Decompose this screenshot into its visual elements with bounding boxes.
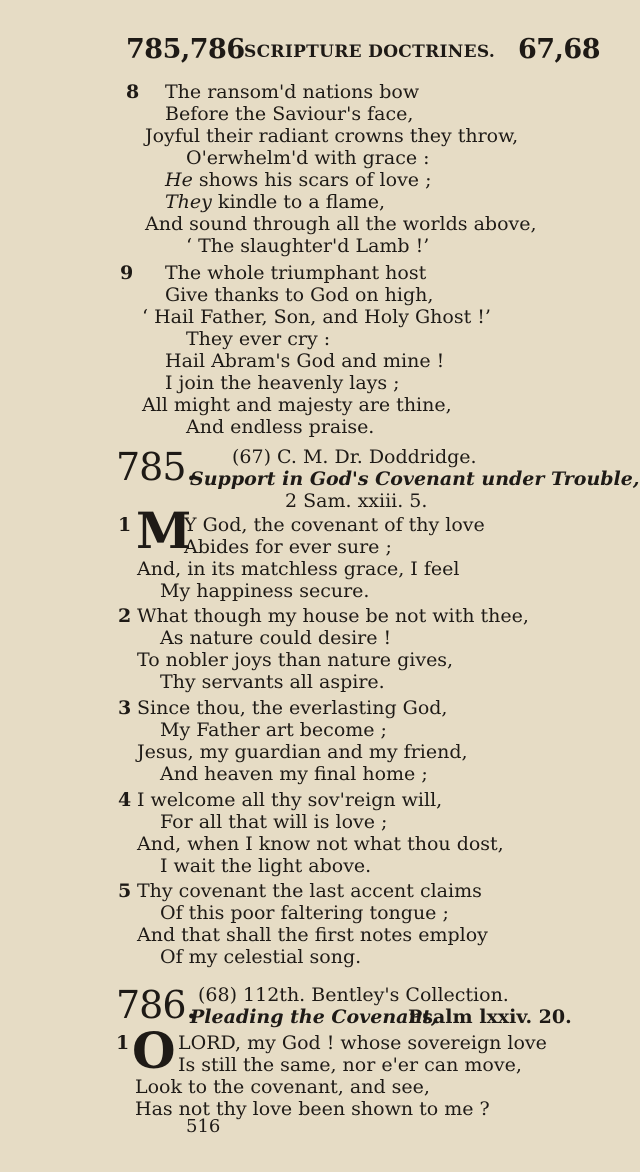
verse-line: They ever cry : xyxy=(186,328,331,350)
verse-line: What though my house be not with thee, xyxy=(137,605,529,627)
verse-line: Y God, the covenant of thy love xyxy=(184,514,485,536)
verse-line: Hail Abram's God and mine ! xyxy=(165,350,445,372)
verse-line: The whole triumphant host xyxy=(165,262,427,284)
running-header xyxy=(126,34,600,68)
hymn-scripture-reference: Psalm lxxiv. 20. xyxy=(408,1006,572,1028)
header-title: SCRIPTURE DOCTRINES. xyxy=(244,42,496,62)
verse-line: Thy servants all aspire. xyxy=(160,671,385,693)
verse-line: And heaven my final home ; xyxy=(160,763,428,785)
hymn-subtitle: Pleading the Covenant, xyxy=(190,1006,438,1028)
verse-line: ‘ Hail Father, Son, and Holy Ghost !’ xyxy=(142,306,491,328)
verse-line: Of my celestial song. xyxy=(160,946,362,968)
verse-line: LORD, my God ! whose sovereign love xyxy=(178,1032,547,1054)
verse-line: Before the Saviour's face, xyxy=(165,103,414,125)
verse-line: ‘ The slaughter'd Lamb !’ xyxy=(186,235,430,257)
hymn-number: 785. xyxy=(116,445,197,489)
verse-line: And, in its matchless grace, I feel xyxy=(137,558,460,580)
verse-line: He shows his scars of love ; xyxy=(165,169,432,191)
verse-line: They kindle to a flame, xyxy=(165,191,386,213)
verse-line: Give thanks to God on high, xyxy=(165,284,434,306)
verse-number: 3 xyxy=(118,697,132,719)
page-number: 516 xyxy=(186,1116,221,1137)
verse-line: Of this poor faltering tongue ; xyxy=(160,902,449,924)
verse-line: For all that will is love ; xyxy=(160,811,388,833)
verse-number: 1 xyxy=(118,514,132,536)
verse-line: Since thou, the everlasting God, xyxy=(137,697,448,719)
drop-cap: O xyxy=(132,1021,176,1080)
verse-line: The ransom'd nations bow xyxy=(165,81,420,103)
verse-line: My happiness secure. xyxy=(160,580,370,602)
verse-line: Look to the covenant, and see, xyxy=(135,1076,430,1098)
hymn-meta: (67) C. M. Dr. Doddridge. xyxy=(232,446,477,468)
verse-number: 2 xyxy=(118,605,132,627)
verse-line: To nobler joys than nature gives, xyxy=(137,649,454,671)
verse-line: And, when I know not what thou dost, xyxy=(137,833,504,855)
verse-line: Thy covenant the last accent claims xyxy=(137,880,482,902)
verse-line: And sound through all the worlds above, xyxy=(145,213,537,235)
verse-line: I welcome all thy sov'reign will, xyxy=(137,789,443,811)
verse-line: Has not thy love been shown to me ? xyxy=(135,1098,490,1120)
verse-line: Abides for ever sure ; xyxy=(184,536,392,558)
verse-line: I wait the light above. xyxy=(160,855,372,877)
verse-line: Joyful their radiant crowns they throw, xyxy=(145,125,519,147)
verse-number: 5 xyxy=(118,880,132,902)
hymn-meta: (68) 112th. Bentley's Collection. xyxy=(198,984,509,1006)
hymn-subtitle: Support in God's Covenant under Trouble, xyxy=(190,468,640,490)
drop-cap: M xyxy=(136,501,192,560)
verse-line: And endless praise. xyxy=(186,416,375,438)
verse-line: O'erwhelm'd with grace : xyxy=(186,147,430,169)
verse-line: My Father art become ; xyxy=(160,719,387,741)
verse-number: 8 xyxy=(126,81,140,103)
verse-line: As nature could desire ! xyxy=(160,627,392,649)
verse-number: 9 xyxy=(120,262,134,284)
verse-number: 1 xyxy=(116,1032,130,1054)
verse-line: Is still the same, nor e'er can move, xyxy=(178,1054,522,1076)
header-tune-numbers: 67,68 xyxy=(517,34,600,65)
verse-number: 4 xyxy=(118,789,132,811)
verse-line: I join the heavenly lays ; xyxy=(165,372,400,394)
hymn-scripture-reference: 2 Sam. xxiii. 5. xyxy=(285,490,428,512)
verse-line: Jesus, my guardian and my friend, xyxy=(137,741,468,763)
verse-line: All might and majesty are thine, xyxy=(142,394,452,416)
header-hymn-numbers: 785,786 xyxy=(126,34,245,65)
verse-line: And that shall the first notes employ xyxy=(137,924,488,946)
hymn-number: 786. xyxy=(116,983,197,1027)
